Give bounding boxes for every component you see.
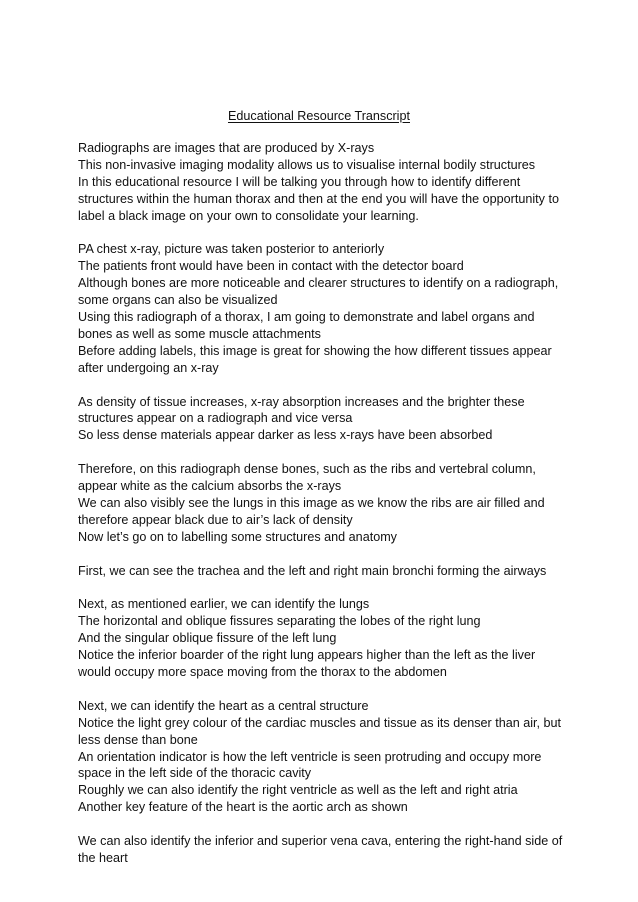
text-line: An orientation indicator is how the left ventricle is seen protruding and occupy more space in the left side of the thoracic cavity [78,749,542,781]
text-line: Next, we can identify the heart as a central structure [78,698,369,713]
text-line: Now let’s go on to labelling some structures and anatomy [78,529,397,544]
text-line: Radiographs are images that are produced by X-rays [78,141,375,155]
text-line: Therefore, on this radiograph dense bones, such as the ribs and vertebral column, appear white as the calcium absorbs the x-rays [78,462,536,494]
paragraph [78,596,568,681]
paragraph [78,698,568,816]
text-line: This non-invasive imaging modality allows us to visualise internal bodily structures [78,157,536,172]
text-line: Using this radiograph of a thorax, I am going to demonstrate and label organs and bones as well as some muscle attachments [78,310,535,341]
text-line: We can also visibly see the lungs in this image as we know the ribs are air filled and therefore appear black due to air’s lack of density [78,495,545,527]
text-line: As density of tissue increases, x-ray absorption increases and the brighter these structures appear on a radiograph and vice versa [78,394,525,426]
paragraph [78,833,568,867]
text-line: Another key feature of the heart is the aortic arch as shown [78,800,408,815]
text-line: In this educational resource I will be talking you through how to identify different structures within the human thorax and then at the end you will have the opportunity to label a black image on your own to consolidate your learning. [78,174,559,223]
paragraph [78,461,568,546]
text-line: PA chest x-ray, picture was taken posterior to anteriorly [78,242,385,257]
text-line: The horizontal and oblique fissures separating the lobes of the right lung [78,614,481,629]
text-line: Before adding labels, this image is great for showing the how different tissues appear after undergoing an x-ray [78,343,552,375]
paragraph [78,394,568,445]
paragraph [78,241,568,376]
text-line: So less dense materials appear darker as less x-rays have been absorbed [78,428,493,443]
text-line: Roughly we can also identify the right ventricle as well as the left and right atria [78,783,518,798]
document-body [78,140,568,867]
text-line: And the singular oblique fissure of the left lung [78,631,337,646]
text-line: First, we can see the trachea and the left and right main bronchi forming the airways [78,563,547,578]
text-line: Notice the light grey colour of the cardiac muscles and tissue as its denser than air, but less dense than bone [78,715,562,747]
text-line: Next, as mentioned earlier, we can identify the lungs [78,597,370,612]
paragraph [78,563,568,580]
text-line: Although bones are more noticeable and clearer structures to identify on a radiograph, some organs can also be visualized [78,276,559,308]
text-line: Notice the inferior boarder of the right lung appears higher than the left as the liver would occupy more space moving from the thorax to the abdomen [78,648,536,680]
text-line: We can also identify the inferior and superior vena cava, entering the right-hand side of the heart [78,834,563,865]
document-title: Educational Resource Transcript [227,109,410,123]
paragraph [78,140,568,225]
text-line: The patients front would have been in contact with the detector board [78,259,464,274]
